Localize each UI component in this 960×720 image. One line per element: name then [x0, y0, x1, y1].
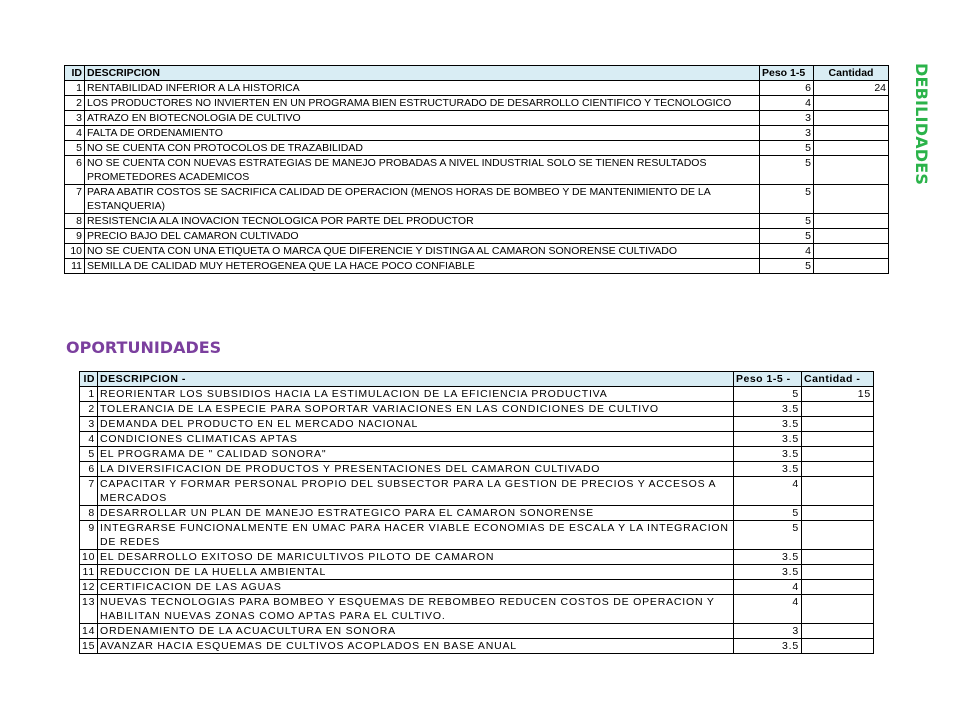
cell-id: 15: [80, 639, 98, 654]
cell-id: 4: [80, 432, 98, 447]
cell-descripcion: NUEVAS TECNOLOGIAS PARA BOMBEO Y ESQUEMAS DE REBOMBEO REDUCEN COSTOS DE OPERACION Y HABILITAN NUEVAS ZONAS COMO APTAS PARA EL CULTIVO.: [98, 595, 734, 624]
cell-peso: 3.5: [734, 432, 802, 447]
cell-descripcion: REORIENTAR LOS SUBSIDIOS HACIA LA ESTIMULACION DE LA EFICIENCIA PRODUCTIVA: [98, 387, 734, 402]
cell-descripcion: TOLERANCIA DE LA ESPECIE PARA SOPORTAR VARIACIONES EN LAS CONDICIONES DE CULTIVO: [98, 402, 734, 417]
header-descripcion: DESCRIPCION: [85, 66, 760, 81]
cell-descripcion: ATRAZO EN BIOTECNOLOGIA DE CULTIVO: [85, 111, 760, 126]
table-row: [65, 156, 889, 185]
cell-peso: 5: [760, 229, 814, 244]
table-row: [80, 595, 874, 624]
cell-cantidad: 24: [814, 81, 889, 96]
cell-id: 6: [80, 462, 98, 477]
cell-cantidad: [814, 156, 889, 185]
cell-id: 12: [80, 580, 98, 595]
cell-cantidad: [802, 580, 874, 595]
cell-id: 3: [80, 417, 98, 432]
cell-cantidad: [802, 639, 874, 654]
header-descripcion: DESCRIPCION -: [98, 372, 734, 387]
cell-peso: 3.5: [734, 417, 802, 432]
table-row: [65, 214, 889, 229]
cell-descripcion: SEMILLA DE CALIDAD MUY HETEROGENEA QUE LA HACE POCO CONFIABLE: [85, 259, 760, 274]
cell-id: 9: [65, 229, 85, 244]
table-row: [80, 477, 874, 506]
cell-cantidad: [802, 624, 874, 639]
cell-descripcion: NO SE CUENTA CON UNA ETIQUETA O MARCA QUE DIFERENCIE Y DISTINGA AL CAMARON SONORENSE CULTIVADO: [85, 244, 760, 259]
table-row: [65, 244, 889, 259]
cell-cantidad: [814, 141, 889, 156]
table-row: [65, 259, 889, 274]
cell-peso: 3.5: [734, 550, 802, 565]
cell-cantidad: [802, 506, 874, 521]
cell-descripcion: CONDICIONES CLIMATICAS APTAS: [98, 432, 734, 447]
table-row: [80, 402, 874, 417]
debilidades-title: DEBILIDADES: [912, 63, 931, 186]
cell-descripcion: LA DIVERSIFICACION DE PRODUCTOS Y PRESENTACIONES DEL CAMARON CULTIVADO: [98, 462, 734, 477]
table-row: [80, 624, 874, 639]
cell-descripcion: EL DESARROLLO EXITOSO DE MARICULTIVOS PILOTO DE CAMARON: [98, 550, 734, 565]
cell-descripcion: CERTIFICACION DE LAS AGUAS: [98, 580, 734, 595]
cell-peso: 3.5: [734, 565, 802, 580]
cell-id: 5: [65, 141, 85, 156]
table-row: [80, 447, 874, 462]
cell-peso: 5: [734, 506, 802, 521]
cell-id: 2: [80, 402, 98, 417]
cell-peso: 5: [760, 185, 814, 214]
table-row: [65, 81, 889, 96]
cell-id: 7: [65, 185, 85, 214]
oportunidades-body: [80, 387, 874, 654]
header-cantidad: Cantidad: [814, 66, 889, 81]
cell-descripcion: DEMANDA DEL PRODUCTO EN EL MERCADO NACIONAL: [98, 417, 734, 432]
cell-id: 5: [80, 447, 98, 462]
table-row: [80, 417, 874, 432]
cell-cantidad: [802, 462, 874, 477]
header-cantidad: Cantidad -: [802, 372, 874, 387]
cell-cantidad: [802, 432, 874, 447]
cell-id: 1: [65, 81, 85, 96]
cell-id: 10: [65, 244, 85, 259]
cell-id: 11: [80, 565, 98, 580]
cell-descripcion: ORDENAMIENTO DE LA ACUACULTURA EN SONORA: [98, 624, 734, 639]
debilidades-table: [64, 65, 889, 274]
cell-cantidad: [814, 185, 889, 214]
cell-peso: 3: [734, 624, 802, 639]
cell-id: 3: [65, 111, 85, 126]
cell-peso: 3.5: [734, 639, 802, 654]
cell-id: 2: [65, 96, 85, 111]
cell-descripcion: PARA ABATIR COSTOS SE SACRIFICA CALIDAD DE OPERACION (MENOS HORAS DE BOMBEO Y DE MANTENIMIENTO DE LA ESTANQUERIA): [85, 185, 760, 214]
header-id: ID: [80, 372, 98, 387]
cell-cantidad: [802, 447, 874, 462]
cell-cantidad: [802, 417, 874, 432]
cell-id: 13: [80, 595, 98, 624]
cell-peso: 3: [760, 111, 814, 126]
cell-peso: 5: [760, 156, 814, 185]
cell-cantidad: [802, 521, 874, 550]
cell-peso: 5: [760, 259, 814, 274]
cell-peso: 5: [734, 521, 802, 550]
cell-cantidad: [814, 96, 889, 111]
cell-descripcion: AVANZAR HACIA ESQUEMAS DE CULTIVOS ACOPLADOS EN BASE ANUAL: [98, 639, 734, 654]
cell-descripcion: DESARROLLAR UN PLAN DE MANEJO ESTRATEGICO PARA EL CAMARON SONORENSE: [98, 506, 734, 521]
cell-descripcion: FALTA DE ORDENAMIENTO: [85, 126, 760, 141]
cell-cantidad: [802, 550, 874, 565]
cell-descripcion: EL PROGRAMA DE " CALIDAD SONORA": [98, 447, 734, 462]
cell-peso: 3.5: [734, 402, 802, 417]
cell-descripcion: NO SE CUENTA CON PROTOCOLOS DE TRAZABILIDAD: [85, 141, 760, 156]
table-row: [80, 462, 874, 477]
cell-id: 7: [80, 477, 98, 506]
cell-descripcion: REDUCCION DE LA HUELLA AMBIENTAL: [98, 565, 734, 580]
cell-descripcion: RENTABILIDAD INFERIOR A LA HISTORICA: [85, 81, 760, 96]
cell-peso: 6: [760, 81, 814, 96]
cell-cantidad: [802, 402, 874, 417]
cell-cantidad: 15: [802, 387, 874, 402]
table-row: [65, 111, 889, 126]
cell-cantidad: [814, 229, 889, 244]
cell-peso: 3.5: [734, 447, 802, 462]
cell-id: 1: [80, 387, 98, 402]
table-header-row: [80, 372, 874, 387]
cell-descripcion: INTEGRARSE FUNCIONALMENTE EN UMAC PARA HACER VIABLE ECONOMIAS DE ESCALA Y LA INTEGRACION DE REDES: [98, 521, 734, 550]
table-row: [65, 141, 889, 156]
oportunidades-title: OPORTUNIDADES: [66, 338, 222, 357]
cell-id: 14: [80, 624, 98, 639]
debilidades-body: [65, 81, 889, 274]
cell-descripcion: CAPACITAR Y FORMAR PERSONAL PROPIO DEL SUBSECTOR PARA LA GESTION DE PRECIOS Y ACCESOS A MERCADOS: [98, 477, 734, 506]
table-row: [65, 126, 889, 141]
cell-id: 8: [80, 506, 98, 521]
cell-cantidad: [814, 126, 889, 141]
table-row: [80, 580, 874, 595]
table-row: [80, 550, 874, 565]
table-row: [65, 229, 889, 244]
cell-id: 10: [80, 550, 98, 565]
cell-cantidad: [802, 565, 874, 580]
cell-id: 11: [65, 259, 85, 274]
cell-id: 8: [65, 214, 85, 229]
table-row: [80, 521, 874, 550]
cell-cantidad: [814, 259, 889, 274]
header-peso: Peso 1-5 -: [734, 372, 802, 387]
table-row: [80, 432, 874, 447]
cell-peso: 5: [734, 387, 802, 402]
cell-descripcion: LOS PRODUCTORES NO INVIERTEN EN UN PROGRAMA BIEN ESTRUCTURADO DE DESARROLLO CIENTIFICO Y TECNOLOGICO: [85, 96, 760, 111]
cell-peso: 4: [760, 96, 814, 111]
cell-descripcion: NO SE CUENTA CON NUEVAS ESTRATEGIAS DE MANEJO PROBADAS A NIVEL INDUSTRIAL SOLO SE TIENEN RESULTADOS PROMETEDORES ACADEMICOS: [85, 156, 760, 185]
cell-descripcion: RESISTENCIA ALA INOVACION TECNOLOGICA POR PARTE DEL PRODUCTOR: [85, 214, 760, 229]
table-row: [65, 185, 889, 214]
cell-peso: 5: [760, 141, 814, 156]
cell-cantidad: [814, 214, 889, 229]
header-peso: Peso 1-5: [760, 66, 814, 81]
table-row: [65, 96, 889, 111]
table-row: [80, 506, 874, 521]
cell-peso: 4: [760, 244, 814, 259]
table-row: [80, 387, 874, 402]
cell-id: 6: [65, 156, 85, 185]
oportunidades-table: [79, 371, 874, 654]
cell-cantidad: [802, 477, 874, 506]
cell-cantidad: [814, 111, 889, 126]
cell-descripcion: PRECIO BAJO DEL CAMARON CULTIVADO: [85, 229, 760, 244]
cell-cantidad: [814, 244, 889, 259]
table-row: [80, 639, 874, 654]
cell-id: 9: [80, 521, 98, 550]
cell-peso: 4: [734, 595, 802, 624]
cell-peso: 5: [760, 214, 814, 229]
cell-cantidad: [802, 595, 874, 624]
cell-peso: 3.5: [734, 462, 802, 477]
table-row: [80, 565, 874, 580]
cell-id: 4: [65, 126, 85, 141]
cell-peso: 4: [734, 580, 802, 595]
header-id: ID: [65, 66, 85, 81]
cell-peso: 4: [734, 477, 802, 506]
cell-peso: 3: [760, 126, 814, 141]
table-header-row: [65, 66, 889, 81]
